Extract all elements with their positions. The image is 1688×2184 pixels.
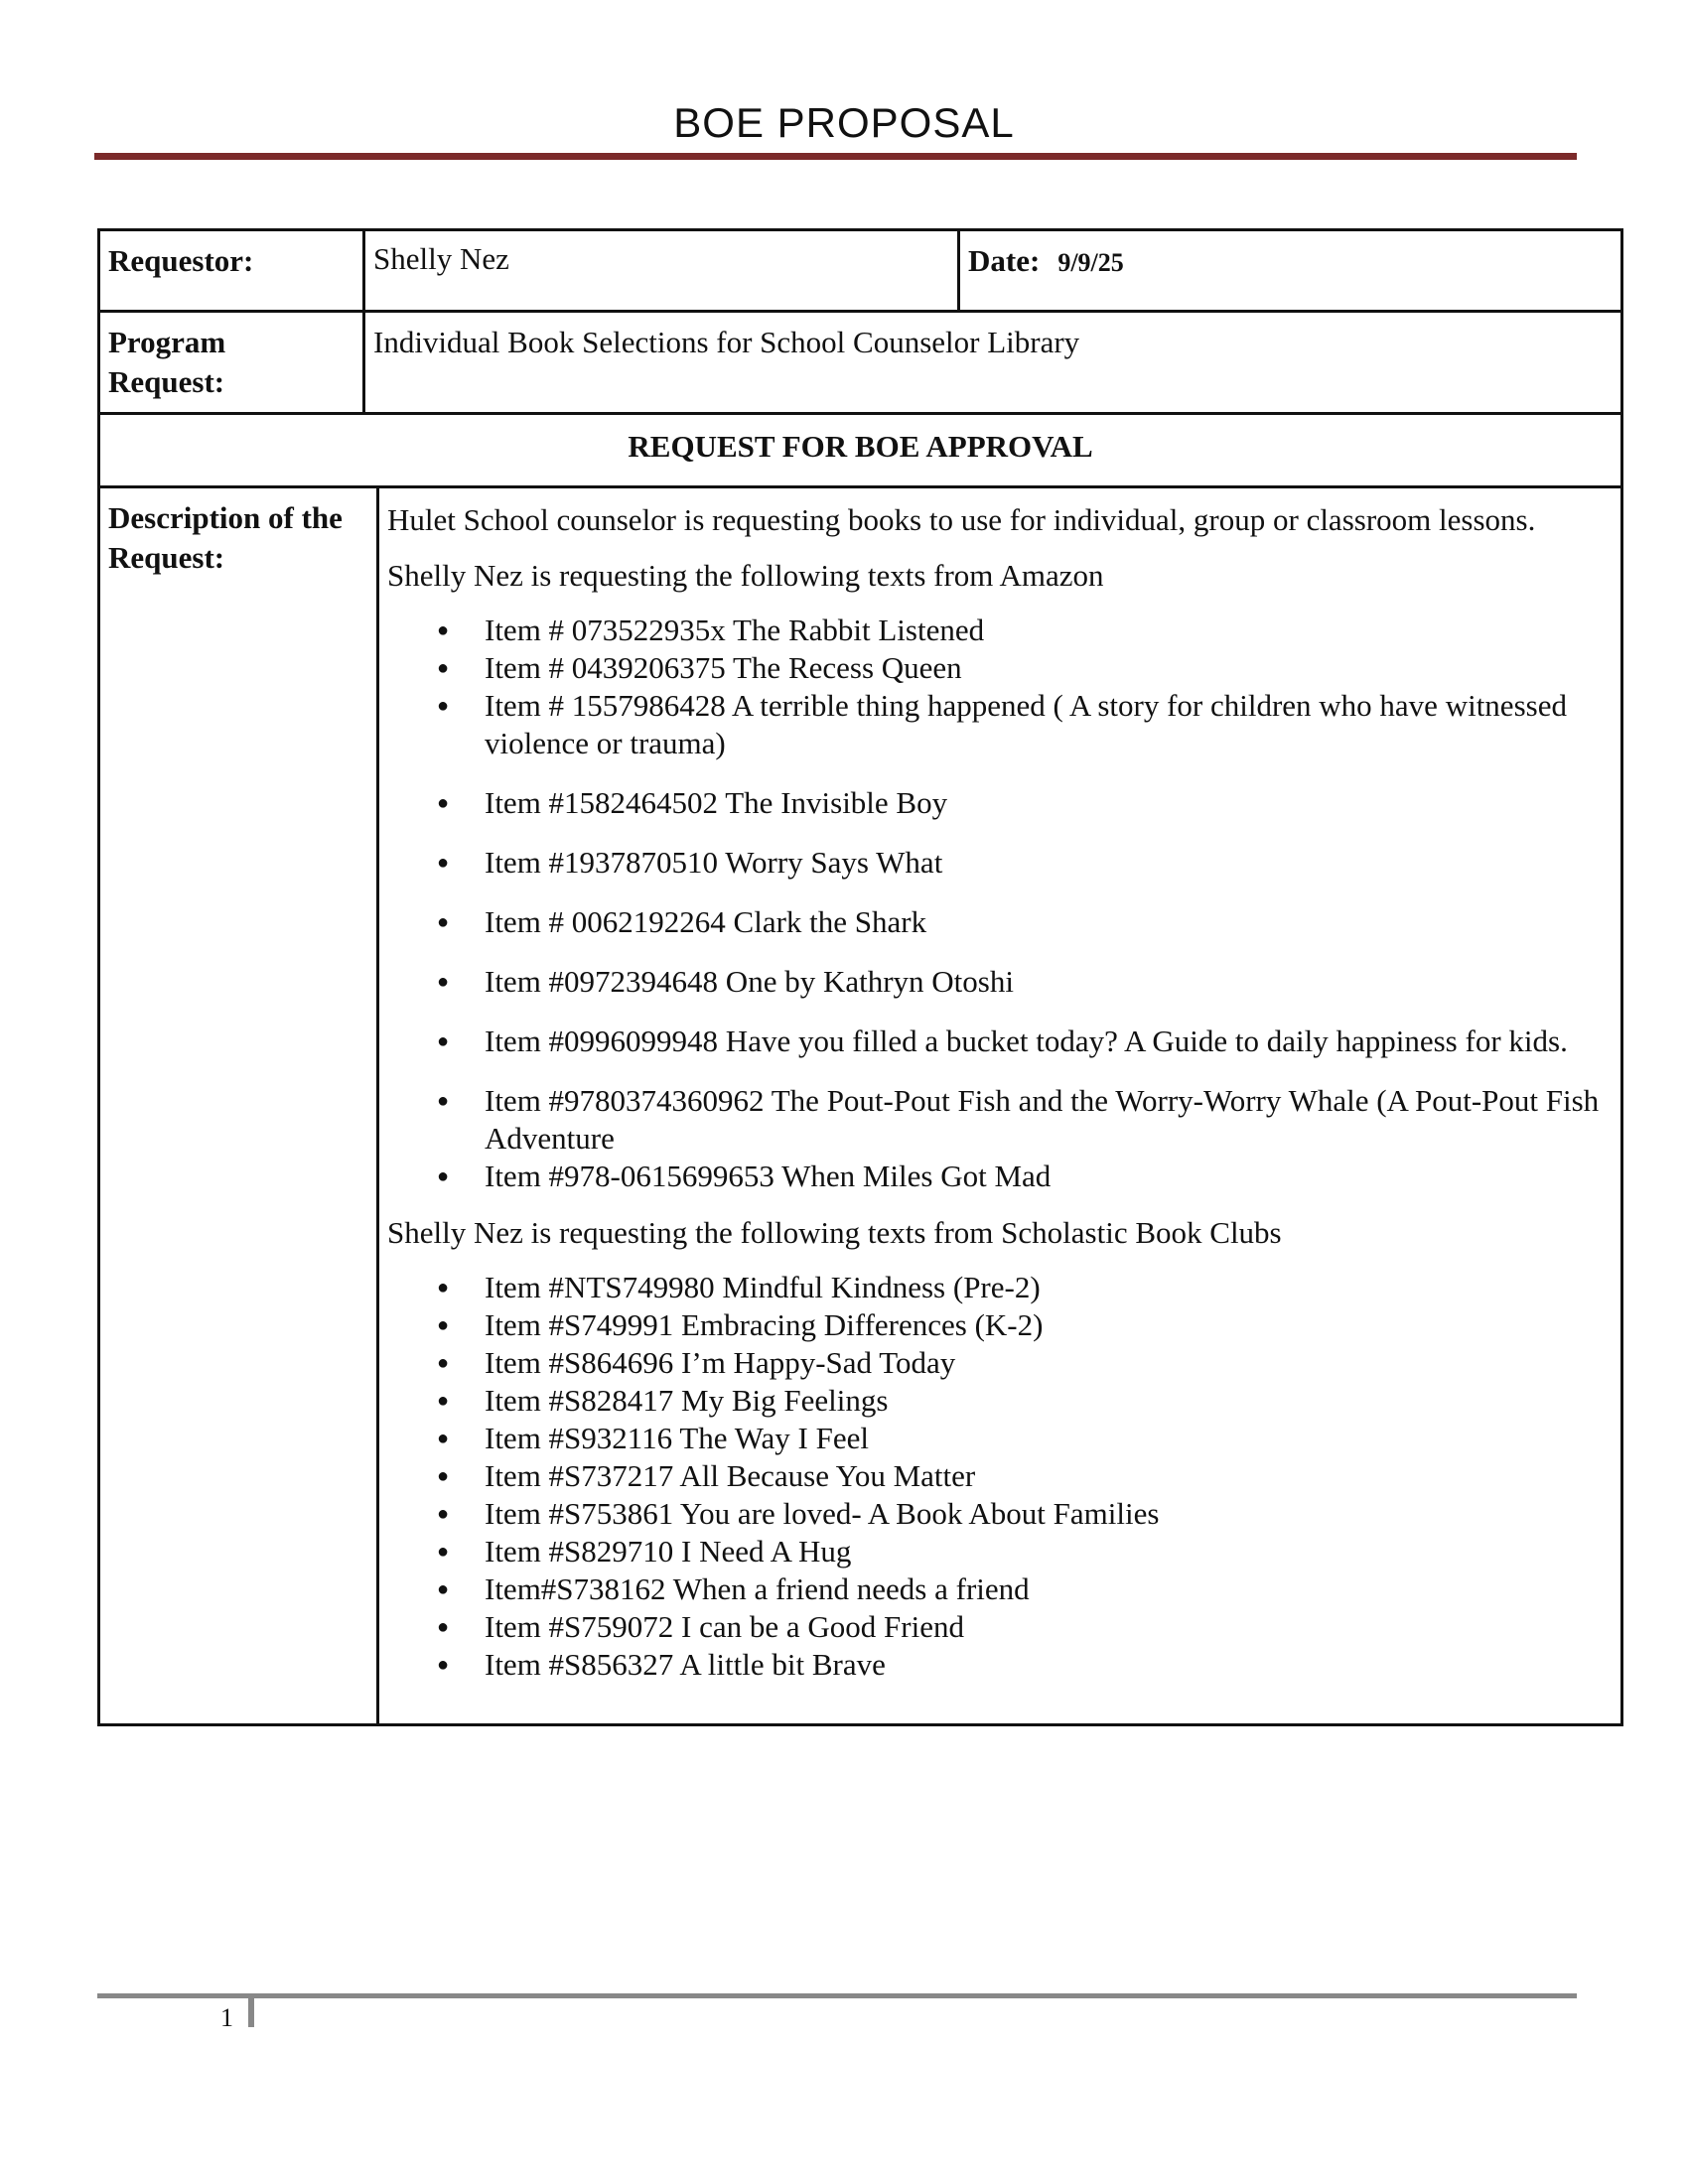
bullet-icon: ● bbox=[437, 1616, 450, 1638]
program-label-line-2: Request: bbox=[108, 364, 225, 399]
list-item: ● Item # 0439206375 The Recess Queen bbox=[437, 650, 962, 685]
bullet-icon: ● bbox=[437, 1654, 450, 1676]
bullet-icon: ● bbox=[437, 1541, 450, 1563]
bullet-icon: ● bbox=[437, 1090, 450, 1112]
bullet-icon: ● bbox=[437, 911, 450, 933]
list-item: ● Item # 073522935x The Rabbit Listened bbox=[437, 613, 985, 647]
bullet-icon: ● bbox=[437, 1277, 450, 1298]
list-item: ● Item #0996099948 Have you filled a bucket today? A Guide to daily happiness for kids. bbox=[437, 1024, 1568, 1058]
description-intro: Hulet School counselor is requesting books to use for individual, group or classroom lessons. bbox=[387, 502, 1536, 537]
bullet-icon: ● bbox=[437, 695, 450, 717]
proposal-form bbox=[97, 228, 1623, 1726]
bullet-icon: ● bbox=[437, 1030, 450, 1052]
bullet-icon: ● bbox=[437, 792, 450, 814]
list-item: ● Item # 1557986428 A terrible thing happened ( A story for children who have witnessed violence or trauma) bbox=[437, 688, 1567, 760]
list-item: ● Item #1937870510 Worry Says What bbox=[437, 845, 943, 880]
bullet-icon: ● bbox=[437, 657, 450, 679]
amazon-item-list bbox=[387, 612, 1613, 1195]
bullet-icon: ● bbox=[437, 971, 450, 993]
bullet-icon: ● bbox=[437, 852, 450, 874]
date-value: 9/9/25 bbox=[1057, 248, 1124, 277]
bullet-icon: ● bbox=[437, 1165, 450, 1187]
list-item: ● Item #S828417 My Big Feelings bbox=[437, 1383, 889, 1418]
description-body bbox=[378, 487, 1622, 1725]
program-value: Individual Book Selections for School Counselor Library bbox=[364, 312, 1622, 414]
list-item: ● Item#S738162 When a friend needs a friend bbox=[437, 1571, 1030, 1606]
bullet-icon: ● bbox=[437, 1390, 450, 1412]
bullet-icon: ● bbox=[437, 1352, 450, 1374]
list-item: ● Item #S932116 The Way I Feel bbox=[437, 1421, 869, 1455]
approval-banner: REQUEST FOR BOE APPROVAL bbox=[99, 414, 1622, 487]
list-item: ● Item # 0062192264 Clark the Shark bbox=[437, 904, 927, 939]
page-title: BOE PROPOSAL bbox=[673, 99, 1015, 146]
list-item: ● Item #S753861 You are loved- A Book About Families bbox=[437, 1496, 1160, 1531]
program-label bbox=[99, 312, 364, 414]
requestor-label: Requestor: bbox=[99, 230, 364, 312]
bullet-icon: ● bbox=[437, 1314, 450, 1336]
description-label-line-1: Description of the bbox=[108, 500, 343, 535]
date-label: Date: bbox=[968, 243, 1041, 278]
list-item: ● Item #NTS749980 Mindful Kindness (Pre-2) bbox=[437, 1270, 1041, 1304]
bullet-icon: ● bbox=[437, 1465, 450, 1487]
list-item: ● Item #S856327 A little bit Brave bbox=[437, 1647, 886, 1682]
list-item: ● Item #S829710 I Need A Hug bbox=[437, 1534, 852, 1569]
list-item: ● Item #S749991 Embracing Differences (K-2) bbox=[437, 1307, 1044, 1342]
scholastic-heading: Shelly Nez is requesting the following texts from Scholastic Book Clubs bbox=[387, 1215, 1282, 1250]
list-item: ● Item #978-0615699653 When Miles Got Mad bbox=[437, 1159, 1052, 1193]
program-label-line-1: Program bbox=[108, 325, 226, 359]
bullet-icon: ● bbox=[437, 1428, 450, 1449]
bullet-icon: ● bbox=[437, 1578, 450, 1600]
description-label-line-2: Request: bbox=[108, 540, 225, 575]
date-field bbox=[959, 230, 1622, 312]
list-item: ● Item #0972394648 One by Kathryn Otoshi bbox=[437, 964, 1014, 999]
bullet-icon: ● bbox=[437, 619, 450, 641]
page-number: 1 bbox=[220, 2003, 233, 2032]
scholastic-item-list bbox=[387, 1269, 1613, 1684]
page-number-bar bbox=[248, 1997, 254, 2027]
title-divider bbox=[94, 153, 1577, 160]
list-item: ● Item #9780374360962 The Pout-Pout Fish and the Worry-Worry Whale (A Pout-Pout Fish Adventure bbox=[437, 1083, 1600, 1156]
description-label bbox=[99, 487, 378, 1725]
list-item: ● Item #S759072 I can be a Good Friend bbox=[437, 1609, 964, 1644]
list-item: ● Item #1582464502 The Invisible Boy bbox=[437, 785, 948, 820]
footer-divider bbox=[97, 1993, 1577, 1998]
requestor-value: Shelly Nez bbox=[364, 230, 959, 312]
bullet-icon: ● bbox=[437, 1503, 450, 1525]
list-item: ● Item #S864696 I’m Happy-Sad Today bbox=[437, 1345, 956, 1380]
amazon-heading: Shelly Nez is requesting the following texts from Amazon bbox=[387, 558, 1104, 593]
list-item: ● Item #S737217 All Because You Matter bbox=[437, 1458, 976, 1493]
